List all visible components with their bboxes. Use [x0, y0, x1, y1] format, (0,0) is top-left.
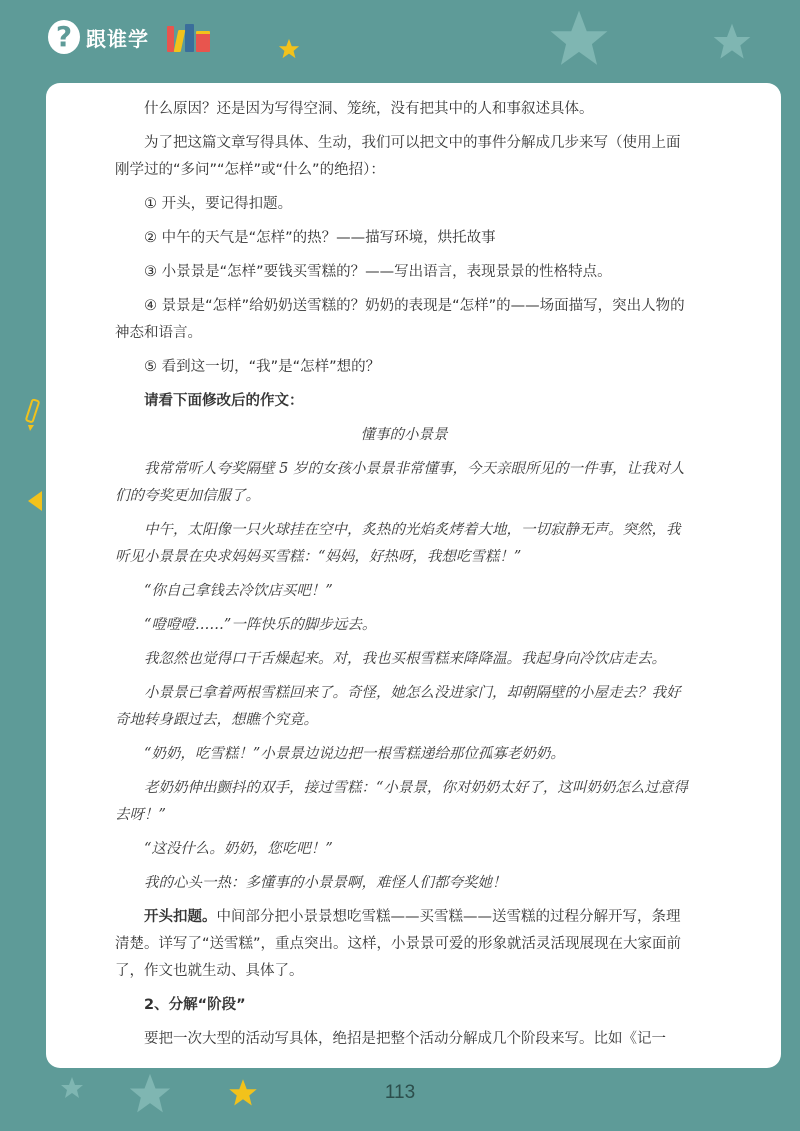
question-mark-icon: ? [48, 20, 80, 54]
commentary-lead: 开头扣题。 [144, 909, 217, 925]
essay-paragraph: 中午，太阳像一只火球挂在空中，炙热的光焰炙烤着大地，一切寂静无声。突然，我听见小景景在央求妈妈买雪糕：“妈妈，好热呀，我想吃雪糕！” [115, 522, 681, 565]
essay-paragraph: “你自己拿钱去冷饮店买吧！” [144, 583, 333, 599]
essay-paragraph: 老奶奶伸出颤抖的双手，接过雪糕：“小景景，你对奶奶太好了，这叫奶奶怎么过意得去呀！” [115, 780, 688, 823]
step-item: ⑤ 看到这一切，“我”是“怎样”想的？ [144, 359, 381, 375]
brand-logo [48, 20, 212, 54]
essay-paragraph: 我常常听人夸奖隔壁 5 岁的女孩小景景非常懂事，今天亲眼所见的一件事，让我对人们的夸奖更加信服了。 [115, 461, 685, 504]
essay-paragraph: 我的心头一热：多懂事的小景景啊，难怪人们都夸奖她！ [144, 875, 507, 891]
commentary-text: 中间部分把小景景想吃雪糕——买雪糕——送雪糕的过程分解开写，条理清楚。详写了“送雪糕”，重点突出。这样，小景景可爱的形象就活灵活现展现在大家面前了，作文也就生动、具体了。 [115, 909, 682, 979]
header-band [0, 0, 800, 85]
triangle-pointer-icon [26, 490, 44, 512]
essay-paragraph: 小景景已拿着两根雪糕回来了。奇怪，她怎么没进家门，却朝隔壁的小屋走去？我好奇地转身跟过去，想瞧个究竟。 [115, 685, 681, 728]
essay-paragraph: “这没什么。奶奶，您吃吧！” [144, 841, 333, 857]
commentary [115, 904, 693, 985]
brand-name: 跟谁学 [86, 26, 149, 51]
essay-paragraph: “奶奶，吃雪糕！”小景景边说边把一根雪糕递给那位孤寡老奶奶。 [144, 746, 565, 762]
star-icon [278, 38, 300, 60]
star-icon [712, 22, 752, 62]
step-item: ② 中午的天气是“怎样”的热？——描写环境，烘托故事 [144, 230, 496, 246]
step-item: ③ 小景景是“怎样”要钱买雪糕的？——写出语言，表现景景的性格特点。 [144, 264, 612, 280]
page-number: 113 [384, 1082, 416, 1103]
star-icon [548, 8, 610, 70]
pen-icon [22, 398, 44, 432]
paragraph: 为了把这篇文章写得具体、生动，我们可以把文中的事件分解成几步来写（使用上面刚学过的“多问”“怎样”或“什么”的绝招）： [115, 135, 681, 178]
essay-intro: 请看下面修改后的作文： [144, 393, 304, 409]
article-body [115, 96, 693, 1053]
step-item: ① 开头，要记得扣题。 [144, 196, 293, 212]
section-heading: 2、分解“阶段” [144, 997, 246, 1013]
essay-paragraph: 我忽然也觉得口干舌燥起来。对，我也买根雪糕来降降温。我起身向冷饮店走去。 [144, 651, 666, 667]
paragraph: 要把一次大型的活动写具体，绝招是把整个活动分解成几个阶段来写。比如《记一 [144, 1031, 666, 1047]
step-item: ④ 景景是“怎样”给奶奶送雪糕的？奶奶的表现是“怎样”的——场面描写，突出人物的神态和语言。 [115, 298, 685, 341]
books-icon [167, 22, 212, 52]
essay-title: 懂事的小景景 [360, 427, 448, 443]
paragraph: 什么原因？还是因为写得空洞、笼统，没有把其中的人和事叙述具体。 [144, 101, 594, 117]
essay-paragraph: “噔噔噔……”一阵快乐的脚步远去。 [144, 617, 377, 633]
